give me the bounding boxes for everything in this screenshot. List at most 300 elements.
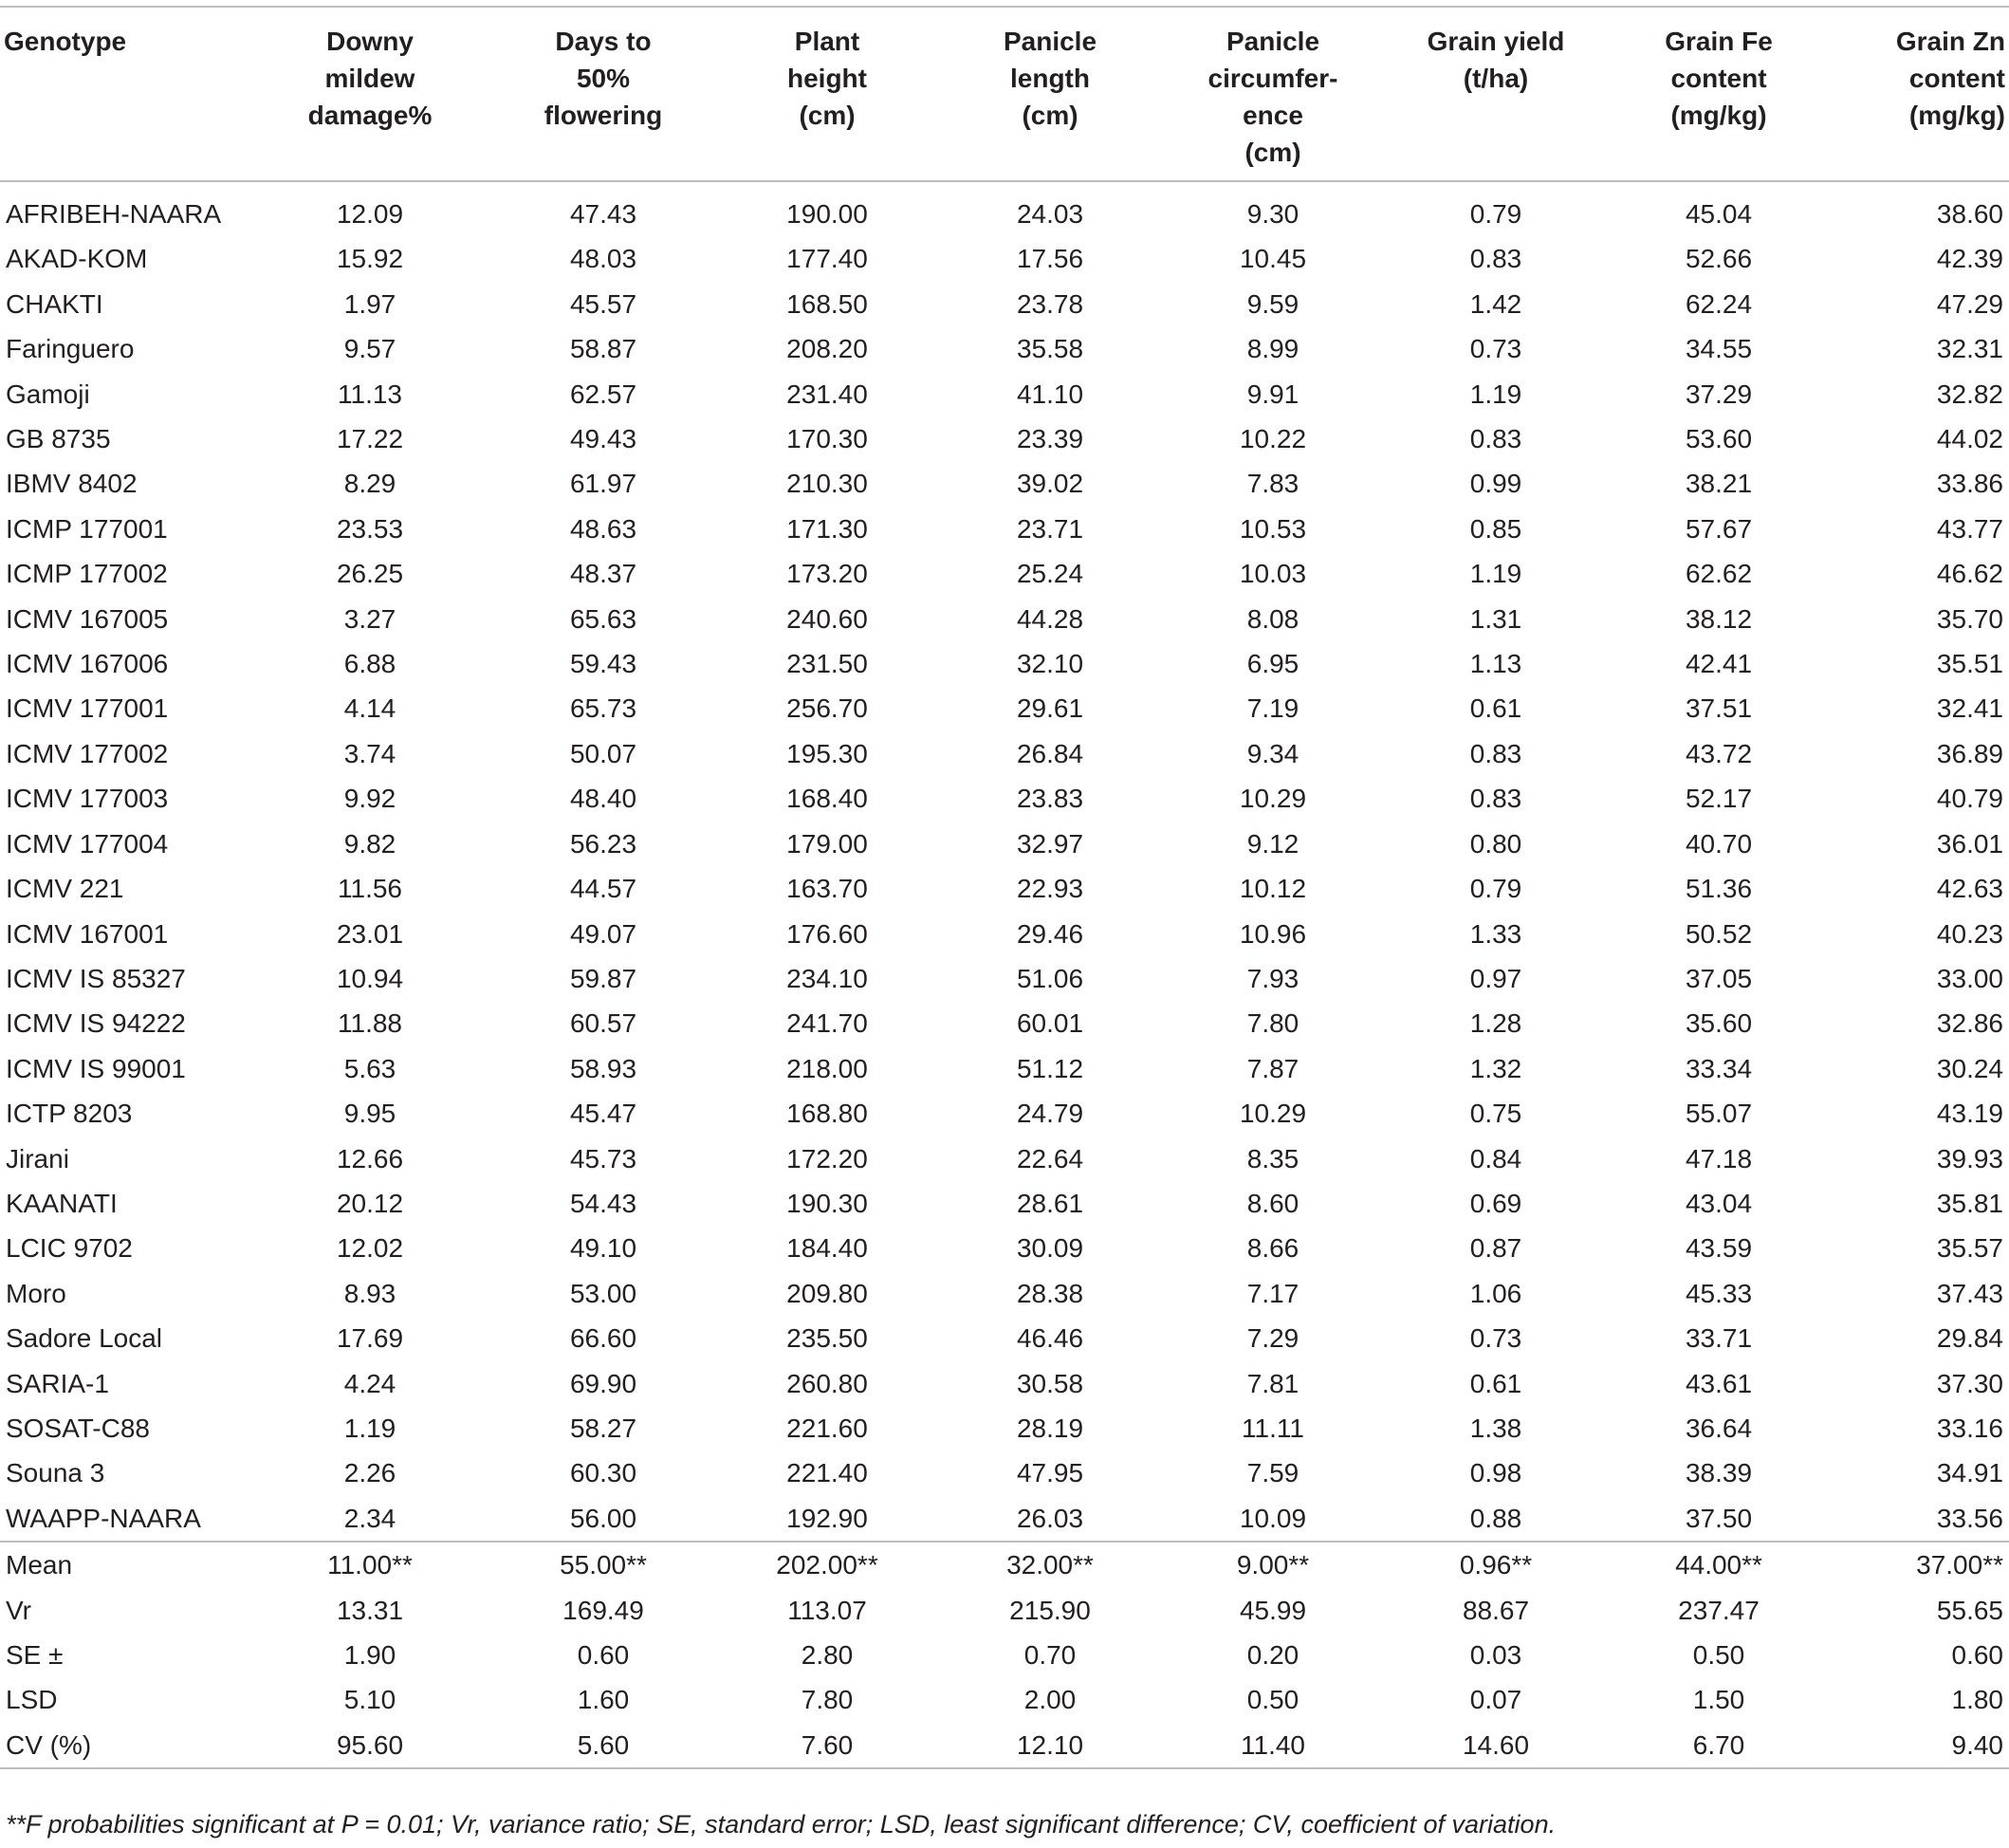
table-cell: 170.30 xyxy=(786,424,868,454)
table-cell: 37.30 xyxy=(1936,1368,2003,1398)
column-header-line: Plant xyxy=(794,27,860,56)
table-cell: 2.00 xyxy=(1023,1685,1077,1715)
column-header-1 xyxy=(249,7,491,181)
row-label: ICTP 8203 xyxy=(6,1099,133,1129)
spacer-row xyxy=(0,181,2009,192)
column-header-2 xyxy=(491,7,715,181)
table-cell: 43.04 xyxy=(1685,1188,1753,1218)
table-cell: 0.96** xyxy=(1385,1542,1607,1587)
table-cell: 55.00** xyxy=(491,1542,715,1587)
table-cell: 0.20 xyxy=(1246,1640,1299,1670)
table-cell: 9.00** xyxy=(1161,1542,1385,1587)
table-cell: 10.45 xyxy=(1239,244,1307,274)
table-cell: 50.52 xyxy=(1685,918,1753,949)
row-label: ICMV 167005 xyxy=(6,603,169,634)
table-cell: 7.81 xyxy=(1246,1368,1299,1398)
table-row xyxy=(0,1181,2009,1226)
row-label: AFRIBEH-NAARA xyxy=(6,199,222,229)
table-cell: 35.51 xyxy=(1936,649,2003,679)
column-header-8 xyxy=(1831,7,2009,181)
table-cell: 10.12 xyxy=(1239,874,1307,904)
row-label: Mean xyxy=(0,1542,249,1587)
table-cell: 37.05 xyxy=(1685,963,1753,993)
table-cell: 42.63 xyxy=(1936,874,2003,904)
row-label: Gamoji xyxy=(6,379,90,409)
table-row xyxy=(0,1451,2009,1495)
table-cell: 60.01 xyxy=(1016,1008,1084,1039)
table-cell: 28.38 xyxy=(1016,1278,1084,1308)
row-label: ICMV 177003 xyxy=(6,784,169,814)
spacer-cell xyxy=(0,181,2009,192)
table-cell: 231.40 xyxy=(786,379,868,409)
table-cell: 54.43 xyxy=(569,1188,637,1218)
table-cell: 1.19 xyxy=(343,1413,396,1443)
table-cell: 10.53 xyxy=(1239,513,1307,544)
table-cell: 47.43 xyxy=(569,199,637,229)
table-cell: 169.49 xyxy=(562,1595,644,1625)
table-cell: 17.56 xyxy=(1016,244,1084,274)
table-cell: 48.40 xyxy=(569,784,637,814)
table-cell: 32.97 xyxy=(1016,828,1084,859)
table-cell: 9.12 xyxy=(1246,828,1299,859)
table-cell: 10.96 xyxy=(1239,918,1307,949)
row-label: IBMV 8402 xyxy=(6,469,138,499)
table-cell: 221.60 xyxy=(786,1413,868,1443)
table-cell: 23.53 xyxy=(336,513,404,544)
table-cell: 0.61 xyxy=(1469,1368,1522,1398)
table-cell: 23.39 xyxy=(1016,424,1084,454)
row-label: ICMV IS 99001 xyxy=(6,1053,186,1083)
table-cell: 0.60 xyxy=(577,1640,630,1670)
table-cell: 177.40 xyxy=(786,244,868,274)
table-row xyxy=(0,192,2009,236)
column-header-line: Days to xyxy=(555,27,652,56)
table-cell: 34.91 xyxy=(1936,1458,2003,1488)
row-label: ICMV 167006 xyxy=(6,649,169,679)
table-cell: 29.46 xyxy=(1016,918,1084,949)
table-cell: 35.60 xyxy=(1685,1008,1753,1039)
column-header-line: damage% xyxy=(307,101,433,130)
table-cell: 25.24 xyxy=(1016,559,1084,589)
table-cell: 14.60 xyxy=(1385,1723,1607,1768)
table-row xyxy=(0,1361,2009,1406)
table-cell: 8.29 xyxy=(343,469,396,499)
table-cell: 53.60 xyxy=(1685,424,1753,454)
table-cell: 24.03 xyxy=(1016,199,1084,229)
table-cell: 0.73 xyxy=(1469,1323,1522,1354)
table-cell: 0.60 xyxy=(1951,1640,2003,1670)
table-cell: 176.60 xyxy=(786,918,868,949)
table-cell: 51.36 xyxy=(1685,874,1753,904)
table-cell: 0.69 xyxy=(1469,1188,1522,1218)
table-cell: 56.23 xyxy=(569,828,637,859)
table-cell: 1.42 xyxy=(1469,288,1522,319)
column-header-4 xyxy=(939,7,1161,181)
table-cell: 11.40 xyxy=(1161,1723,1385,1768)
table-cell: 9.34 xyxy=(1246,738,1299,768)
column-header-line: content xyxy=(1670,64,1767,93)
table-cell: 8.60 xyxy=(1246,1188,1299,1218)
table-row xyxy=(0,776,2009,821)
row-label: ICMV 167001 xyxy=(6,918,169,949)
table-cell: 35.70 xyxy=(1936,603,2003,634)
row-label: SOSAT-C88 xyxy=(6,1413,150,1443)
table-row xyxy=(0,461,2009,506)
table-cell: 13.31 xyxy=(336,1595,404,1625)
column-header-line: (cm) xyxy=(1022,101,1078,130)
table-cell: 9.92 xyxy=(343,784,396,814)
table-cell: 45.47 xyxy=(569,1099,637,1129)
table-cell: 24.79 xyxy=(1016,1099,1084,1129)
table-row xyxy=(0,1316,2009,1360)
table-cell: 7.60 xyxy=(715,1723,939,1768)
table-cell: 1.60 xyxy=(577,1685,630,1715)
table-summary-statistics xyxy=(0,1542,2009,1768)
table-cell: 33.86 xyxy=(1936,469,2003,499)
row-label: ICMV 177004 xyxy=(6,828,169,859)
table-cell: 57.67 xyxy=(1685,513,1753,544)
table-cell: 1.32 xyxy=(1469,1053,1522,1083)
table-row xyxy=(0,551,2009,596)
table-cell: 190.30 xyxy=(786,1188,868,1218)
stats-row xyxy=(0,1723,2009,1768)
table-cell: 28.61 xyxy=(1016,1188,1084,1218)
table-row xyxy=(0,822,2009,866)
row-label: Souna 3 xyxy=(6,1458,105,1488)
row-label: Vr xyxy=(6,1595,31,1625)
table-cell: 11.56 xyxy=(338,874,402,904)
table-cell: 184.40 xyxy=(786,1233,868,1264)
table-cell: 30.24 xyxy=(1936,1053,2003,1083)
table-cell: 202.00** xyxy=(715,1542,939,1587)
table-cell: 1.80 xyxy=(1951,1685,2003,1715)
table-cell: 32.31 xyxy=(1936,334,2003,364)
table-row xyxy=(0,1271,2009,1316)
table-cell: 208.20 xyxy=(786,334,868,364)
table-cell: 17.22 xyxy=(336,424,404,454)
table-cell: 36.89 xyxy=(1936,738,2003,768)
table-cell: 9.40 xyxy=(1831,1723,2009,1768)
table-cell: 7.59 xyxy=(1246,1458,1299,1488)
table-cell: 58.27 xyxy=(569,1413,637,1443)
column-header-3 xyxy=(715,7,939,181)
table-cell: 49.10 xyxy=(569,1233,637,1264)
row-label: ICMP 177002 xyxy=(6,559,168,589)
table-cell: 60.57 xyxy=(569,1008,637,1039)
table-cell: 173.20 xyxy=(786,559,868,589)
table-cell: 33.00 xyxy=(1936,963,2003,993)
table-cell: 30.09 xyxy=(1016,1233,1084,1264)
table-cell: 42.39 xyxy=(1936,244,2003,274)
row-label: AKAD-KOM xyxy=(6,244,148,274)
table-footnote: **F probabilities significant at P = 0.01; Vr, variance ratio; SE, standard error; LSD, least significant difference; CV, coefficient of variation. xyxy=(6,1810,1557,1839)
table-cell: 192.90 xyxy=(786,1503,868,1533)
table-cell: 172.20 xyxy=(786,1143,868,1173)
table-row xyxy=(0,731,2009,776)
table-cell: 10.09 xyxy=(1239,1503,1307,1533)
table-cell: 62.62 xyxy=(1685,559,1753,589)
table-cell: 179.00 xyxy=(786,828,868,859)
table-cell: 7.87 xyxy=(1246,1053,1299,1083)
table-cell: 7.80 xyxy=(801,1685,854,1715)
table-cell: 6.70 xyxy=(1607,1723,1831,1768)
table-cell: 15.92 xyxy=(336,244,404,274)
row-label: ICMV 177001 xyxy=(6,693,169,724)
column-header-line: 50% xyxy=(576,64,631,93)
table-cell: 4.24 xyxy=(343,1368,396,1398)
table-cell: 0.83 xyxy=(1469,244,1522,274)
table-cell: 1.97 xyxy=(343,288,396,319)
table-cell: 0.73 xyxy=(1469,334,1522,364)
table-cell: 35.57 xyxy=(1936,1233,2003,1264)
table-cell: 234.10 xyxy=(786,963,868,993)
column-header-line: content xyxy=(1908,64,2005,93)
table-cell: 51.12 xyxy=(1016,1053,1084,1083)
table-cell: 22.64 xyxy=(1016,1143,1084,1173)
table-cell: 38.21 xyxy=(1685,469,1753,499)
table-cell: 12.09 xyxy=(336,199,404,229)
column-header-line: Grain yield xyxy=(1427,27,1565,56)
table-row xyxy=(0,1001,2009,1045)
table-cell: 1.13 xyxy=(1469,649,1522,679)
table-cell: 8.99 xyxy=(1246,334,1299,364)
table-cell: 8.08 xyxy=(1246,603,1299,634)
table-cell: 0.50 xyxy=(1692,1640,1745,1670)
table-cell: 43.72 xyxy=(1685,738,1753,768)
table-cell: 32.00** xyxy=(939,1542,1161,1587)
table-cell: 1.28 xyxy=(1469,1008,1522,1039)
table-cell: 48.63 xyxy=(569,513,637,544)
table-cell: 37.43 xyxy=(1936,1278,2003,1308)
table-cell: 9.59 xyxy=(1246,288,1299,319)
table-cell: 0.07 xyxy=(1469,1685,1522,1715)
table-cell: 0.83 xyxy=(1469,424,1522,454)
table-cell: 3.74 xyxy=(343,738,396,768)
column-header-7 xyxy=(1607,7,1831,181)
table-cell: 1.31 xyxy=(1469,603,1522,634)
table-cell: 35.58 xyxy=(1016,334,1084,364)
table-cell: 7.93 xyxy=(1246,963,1299,993)
table-cell: 45.04 xyxy=(1685,199,1753,229)
table-cell: 32.41 xyxy=(1936,693,2003,724)
column-header-line: length xyxy=(1010,64,1090,93)
table-cell: 6.88 xyxy=(343,649,396,679)
table-cell: 23.01 xyxy=(336,918,404,949)
table-cell: 23.71 xyxy=(1016,513,1084,544)
table-cell: 11.00** xyxy=(249,1542,491,1587)
table-cell: 45.57 xyxy=(569,288,637,319)
table-cell: 38.39 xyxy=(1685,1458,1753,1488)
table-cell: 1.38 xyxy=(1469,1413,1522,1443)
table-cell: 26.25 xyxy=(336,559,404,589)
table-cell: 8.66 xyxy=(1246,1233,1299,1264)
column-header-line: (cm) xyxy=(799,101,856,130)
table-cell: 29.84 xyxy=(1936,1323,2003,1354)
table-cell: 45.73 xyxy=(569,1143,637,1173)
table-cell: 168.40 xyxy=(786,784,868,814)
row-label: CHAKTI xyxy=(6,288,103,319)
table-cell: 39.02 xyxy=(1016,469,1084,499)
table-cell: 2.80 xyxy=(801,1640,854,1670)
row-label: Moro xyxy=(6,1278,66,1308)
table-cell: 45.33 xyxy=(1685,1278,1753,1308)
table-cell: 7.19 xyxy=(1246,693,1299,724)
row-label: ICMV IS 94222 xyxy=(6,1008,186,1039)
row-label: GB 8735 xyxy=(6,424,111,454)
table-cell: 2.34 xyxy=(343,1503,396,1533)
table-cell: 33.56 xyxy=(1936,1503,2003,1533)
table-row xyxy=(0,1046,2009,1091)
table-cell: 49.43 xyxy=(569,424,637,454)
column-header-line: Grain Fe xyxy=(1665,27,1773,56)
table-cell: 10.29 xyxy=(1239,1099,1307,1129)
table-cell: 26.84 xyxy=(1016,738,1084,768)
row-label: LSD xyxy=(6,1685,58,1715)
table-row xyxy=(0,686,2009,730)
table-cell: 215.90 xyxy=(1009,1595,1091,1625)
table-cell: 235.50 xyxy=(786,1323,868,1354)
table-cell: 12.10 xyxy=(939,1723,1161,1768)
table-cell: 37.51 xyxy=(1685,693,1753,724)
table-cell: 62.24 xyxy=(1685,288,1753,319)
table-cell: 10.22 xyxy=(1239,424,1307,454)
table-cell: 5.10 xyxy=(343,1685,396,1715)
table-cell: 43.19 xyxy=(1936,1099,2003,1129)
row-label: ICMV 221 xyxy=(6,874,124,904)
row-label: LCIC 9702 xyxy=(6,1233,133,1264)
table-cell: 32.10 xyxy=(1016,649,1084,679)
table-cell: 0.99 xyxy=(1469,469,1522,499)
column-header-5 xyxy=(1161,7,1385,181)
table-cell: 9.91 xyxy=(1246,379,1299,409)
table-cell: 35.81 xyxy=(1936,1188,2003,1218)
table-row xyxy=(0,1406,2009,1451)
table-cell: 53.00 xyxy=(569,1278,637,1308)
table-cell: 48.37 xyxy=(569,559,637,589)
row-label: Faringuero xyxy=(6,334,135,364)
table-cell: 0.75 xyxy=(1469,1099,1522,1129)
table-cell: 1.33 xyxy=(1469,918,1522,949)
table-cell: 65.73 xyxy=(569,693,637,724)
table-cell: 12.02 xyxy=(336,1233,404,1264)
table-cell: 37.29 xyxy=(1685,379,1753,409)
table-cell: 28.19 xyxy=(1016,1413,1084,1443)
table-cell: 34.55 xyxy=(1685,334,1753,364)
column-header-line: ence xyxy=(1243,101,1303,130)
table-cell: 46.46 xyxy=(1016,1323,1084,1354)
table-cell: 8.35 xyxy=(1246,1143,1299,1173)
table-cell: 1.19 xyxy=(1469,379,1522,409)
table-cell: 241.70 xyxy=(786,1008,868,1039)
table-cell: 0.97 xyxy=(1469,963,1522,993)
table-cell: 55.07 xyxy=(1685,1099,1753,1129)
table-cell: 61.97 xyxy=(569,469,637,499)
table-cell: 0.98 xyxy=(1469,1458,1522,1488)
table-cell: 44.00** xyxy=(1607,1542,1831,1587)
table-cell: 10.03 xyxy=(1239,559,1307,589)
row-label: KAANATI xyxy=(6,1188,118,1218)
row-label: ICMP 177001 xyxy=(6,513,168,544)
table-cell: 0.80 xyxy=(1469,828,1522,859)
table-cell: 0.88 xyxy=(1469,1503,1522,1533)
table-cell: 11.11 xyxy=(1242,1413,1304,1443)
table-cell: 210.30 xyxy=(786,469,868,499)
table-cell: 163.70 xyxy=(786,874,868,904)
column-header-line: Grain Zn xyxy=(1895,27,2005,56)
table-cell: 44.28 xyxy=(1016,603,1084,634)
table-cell: 42.41 xyxy=(1685,649,1753,679)
table-row xyxy=(0,416,2009,461)
table-row xyxy=(0,1226,2009,1270)
column-header-line: Panicle xyxy=(1003,27,1097,56)
table-cell: 0.61 xyxy=(1469,693,1522,724)
table-cell: 8.93 xyxy=(343,1278,396,1308)
table-cell: 1.90 xyxy=(343,1640,396,1670)
table-cell: 69.90 xyxy=(569,1368,637,1398)
table-cell: 58.93 xyxy=(569,1053,637,1083)
table-cell: 0.87 xyxy=(1469,1233,1522,1264)
table-row xyxy=(0,956,2009,1001)
table-cell: 52.17 xyxy=(1685,784,1753,814)
row-label: WAAPP-NAARA xyxy=(6,1503,201,1533)
table-cell: 23.78 xyxy=(1016,288,1084,319)
table-row xyxy=(0,372,2009,416)
column-header-line: circumfer- xyxy=(1207,64,1338,93)
table-cell: 43.59 xyxy=(1685,1233,1753,1264)
table-cell: 40.23 xyxy=(1936,918,2003,949)
table-cell: 49.07 xyxy=(569,918,637,949)
table-cell: 237.47 xyxy=(1678,1595,1760,1625)
table-cell: 47.18 xyxy=(1685,1143,1753,1173)
table-cell: 32.82 xyxy=(1936,379,2003,409)
table-cell: 62.57 xyxy=(569,379,637,409)
table-cell: 0.83 xyxy=(1469,738,1522,768)
row-label: Jirani xyxy=(6,1143,69,1173)
table-cell: 168.80 xyxy=(786,1099,868,1129)
table-cell: 52.66 xyxy=(1685,244,1753,274)
column-header-line: Panicle xyxy=(1226,27,1320,56)
table-cell: 43.61 xyxy=(1685,1368,1753,1398)
row-label: SARIA-1 xyxy=(6,1368,109,1398)
table-cell: 37.50 xyxy=(1685,1503,1753,1533)
row-label: ICMV IS 85327 xyxy=(6,963,186,993)
table-cell: 11.88 xyxy=(338,1008,402,1039)
table-cell: 46.62 xyxy=(1936,559,2003,589)
table-cell: 65.63 xyxy=(569,603,637,634)
table-cell: 48.03 xyxy=(569,244,637,274)
table-cell: 59.87 xyxy=(569,963,637,993)
stats-row xyxy=(0,1588,2009,1633)
table-cell: 33.34 xyxy=(1685,1053,1753,1083)
table-cell: 41.10 xyxy=(1016,379,1084,409)
table-cell: 56.00 xyxy=(569,1503,637,1533)
table-cell: 12.66 xyxy=(336,1143,404,1173)
table-cell: 17.69 xyxy=(336,1323,404,1354)
table-cell: 45.99 xyxy=(1239,1595,1307,1625)
column-header-0 xyxy=(0,7,249,181)
table-cell: 32.86 xyxy=(1936,1008,2003,1039)
stats-row xyxy=(0,1633,2009,1677)
table-cell: 47.29 xyxy=(1936,288,2003,319)
table-cell: 168.50 xyxy=(786,288,868,319)
table-cell: 51.06 xyxy=(1016,963,1084,993)
row-label: CV (%) xyxy=(0,1723,249,1768)
table-row xyxy=(0,236,2009,281)
column-header-line: (cm) xyxy=(1244,138,1301,167)
table-cell: 6.95 xyxy=(1246,649,1299,679)
table-cell: 190.00 xyxy=(786,199,868,229)
table-cell: 39.93 xyxy=(1936,1143,2003,1173)
